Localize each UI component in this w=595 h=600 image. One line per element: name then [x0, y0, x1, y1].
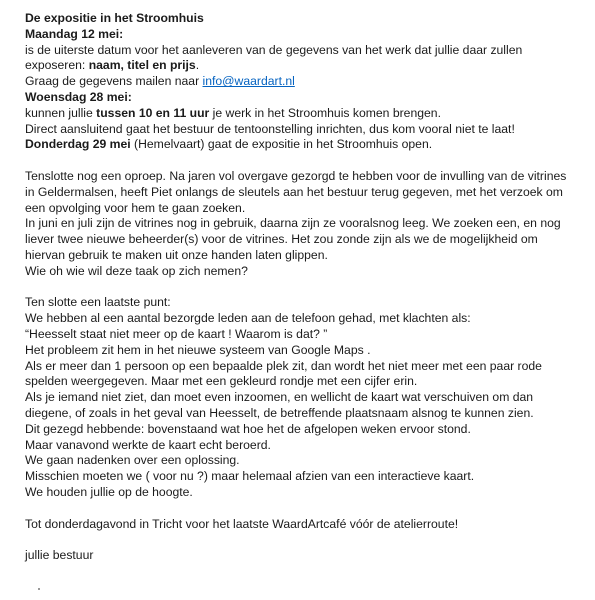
paragraph-line: Donderdag 29 mei (Hemelvaart) gaat de expositie in het Stroomhuis open.	[25, 137, 433, 152]
paragraph-line: Maar vanavond werkte de kaart echt beroerd.	[25, 437, 271, 452]
paragraph-line: Misschien moeten we ( voor nu ?) maar helemaal afzien van een interactieve kaart.	[25, 469, 475, 484]
scan-speck	[38, 588, 40, 590]
email-link[interactable]: info@waardart.nl	[202, 74, 295, 89]
document-title: De expositie in het Stroomhuis	[25, 11, 204, 25]
paragraph-line: In juni en juli zijn de vitrines nog in gebruik, daarna zijn ze vooralsnog leeg. We zoeken een, en nog	[25, 216, 561, 231]
paragraph-line: diegene, of zoals in het geval van Heesselt, de betreffende plaatsnaam alsnog te kunnen zien.	[25, 405, 534, 420]
paragraph-line: Als je iemand niet ziet, dan moet even inzoomen, en wellicht de kaart wat verschuiven om dan	[25, 390, 534, 405]
paragraph-line: hiervan gebruik te maken uit onze handen laten glippen.	[25, 247, 328, 262]
date-heading-29-mei: Donderdag 29 mei	[25, 137, 131, 152]
paragraph-line: Direct aansluitend gaat het bestuur de tentoonstelling inrichten, dus kom vooral niet te laat!	[25, 121, 515, 136]
paragraph-line: We gaan nadenken over een oplossing.	[25, 453, 240, 468]
paragraph-line: We houden jullie op de hoogte.	[25, 484, 193, 499]
paragraph-line: Als er meer dan 1 persoon op een bepaalde plek zit, dan wordt het niet meer met een paar rode	[25, 358, 542, 373]
paragraph-line: Dit gezegd hebbende: bovenstaand wat hoe het de afgelopen weken ervoor stond.	[25, 421, 471, 436]
bold-emphasis: tussen 10 en 11 uur	[96, 105, 210, 120]
paragraph-gap	[25, 280, 591, 296]
paragraph-gap	[25, 153, 591, 169]
paragraph-line: liever twee nieuwe beheerder(s) voor de vitrines. Het zou zonde zijn als we de mogelijkheid om	[25, 232, 538, 247]
signature: jullie bestuur	[25, 548, 94, 563]
paragraph-line: Graag de gegevens mailen naar info@waardart.nl	[25, 74, 295, 89]
closing-line: Tot donderdagavond in Tricht voor het laatste WaardArtcafé vóór de atelierroute!	[25, 516, 459, 531]
paragraph-line: in Geldermalsen, heeft Piet onlangs de sleutels aan het bestuur terug gegeven, met het verzoek om	[25, 184, 563, 199]
date-heading-12-mei: Maandag 12 mei:	[25, 26, 124, 41]
paragraph-gap	[25, 532, 591, 548]
paragraph-line: exposeren: naam, titel en prijs.	[25, 58, 200, 73]
letter-body	[25, 11, 591, 564]
paragraph-line: is de uiterste datum voor het aanleveren van de gegevens van het werk dat jullie daar zullen	[25, 42, 523, 57]
paragraph-line: Wie oh wie wil deze taak op zich nemen?	[25, 263, 248, 278]
bold-emphasis: naam, titel en prijs	[88, 58, 196, 73]
paragraph-line: We hebben al een aantal bezorgde leden aan de telefoon gehad, met klachten als:	[25, 311, 471, 326]
paragraph-gap	[25, 501, 591, 517]
date-heading-28-mei: Woensdag 28 mei:	[25, 89, 132, 104]
paragraph-line: Ten slotte een laatste punt:	[25, 295, 171, 310]
paragraph-line: een opvolging voor hem te gaan zoeken.	[25, 200, 246, 215]
paragraph-line: kunnen jullie tussen 10 en 11 uur je werk in het Stroomhuis komen brengen.	[25, 105, 441, 120]
paragraph-line: Het probleem zit hem in het nieuwe systeem van Google Maps .	[25, 342, 371, 357]
paragraph-line: spelden weergegeven. Maar met een gekleurd rondje met een cijfer erin.	[25, 374, 418, 389]
paragraph-line: Tenslotte nog een oproep. Na jaren vol overgave gezorgd te hebben voor de invulling van de vitrines	[25, 168, 567, 183]
paragraph-line: “Heesselt staat niet meer op de kaart ! Waarom is dat? ”	[25, 326, 328, 341]
